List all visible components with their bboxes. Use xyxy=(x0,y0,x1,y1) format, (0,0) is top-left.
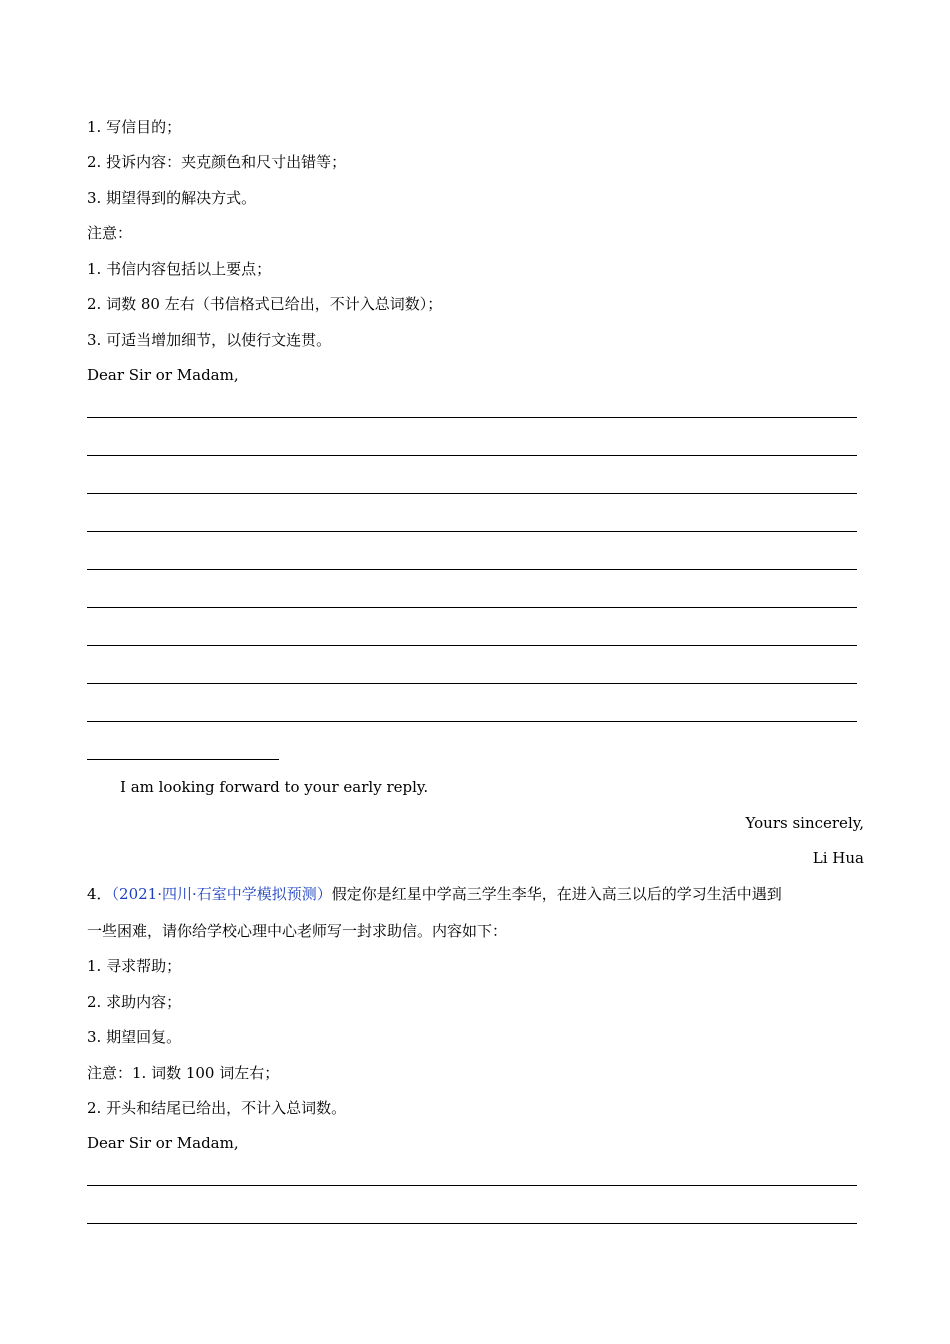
writing-line-short xyxy=(87,759,279,760)
q4-item-2: 2. 求助内容； xyxy=(87,993,182,1011)
q4-prompt-text: 假定你是红星中学高三学生李华，在进入高三以后的学习生活中遇到 xyxy=(331,885,782,903)
q3-closing: I am looking forward to your early reply. xyxy=(120,778,429,796)
writing-line xyxy=(87,1223,857,1224)
q3-note-3: 3. 可适当增加细节，以使行文连贯。 xyxy=(87,331,332,349)
q4-prompt-line-1 xyxy=(87,884,782,904)
q3-item-2: 2. 投诉内容：夹克颜色和尺寸出错等； xyxy=(87,153,347,171)
q4-note-1: 注意：1. 词数 100 词左右； xyxy=(87,1064,280,1082)
writing-line xyxy=(87,607,857,608)
q4-item-1: 1. 寻求帮助； xyxy=(87,957,182,975)
writing-line xyxy=(87,645,857,646)
writing-line xyxy=(87,1185,857,1186)
writing-line xyxy=(87,569,857,570)
q3-salutation: Dear Sir or Madam, xyxy=(87,366,239,384)
q3-note-2: 2. 词数 80 左右（书信格式已给出，不计入总词数）； xyxy=(87,295,443,313)
writing-line xyxy=(87,417,857,418)
q4-prompt-line-2: 一些困难，请你给学校心理中心老师写一封求助信。内容如下： xyxy=(87,922,508,940)
q3-item-1: 1. 写信目的； xyxy=(87,118,182,136)
q4-salutation: Dear Sir or Madam, xyxy=(87,1134,239,1152)
writing-line xyxy=(87,721,857,722)
writing-line xyxy=(87,683,857,684)
q3-item-3: 3. 期望得到的解决方式。 xyxy=(87,189,257,207)
writing-line xyxy=(87,531,857,532)
q4-source: （2021·四川·石室中学模拟预测） xyxy=(111,885,332,903)
q3-note-label: 注意： xyxy=(87,224,133,242)
q3-signoff: Yours sincerely, xyxy=(745,814,864,832)
q4-note-2: 2. 开头和结尾已给出，不计入总词数。 xyxy=(87,1099,347,1117)
writing-line xyxy=(87,493,857,494)
q3-signature: Li Hua xyxy=(812,849,864,867)
q4-number: 4． xyxy=(87,885,112,903)
q4-item-3: 3. 期望回复。 xyxy=(87,1028,182,1046)
writing-line xyxy=(87,455,857,456)
q3-note-1: 1. 书信内容包括以上要点； xyxy=(87,260,272,278)
